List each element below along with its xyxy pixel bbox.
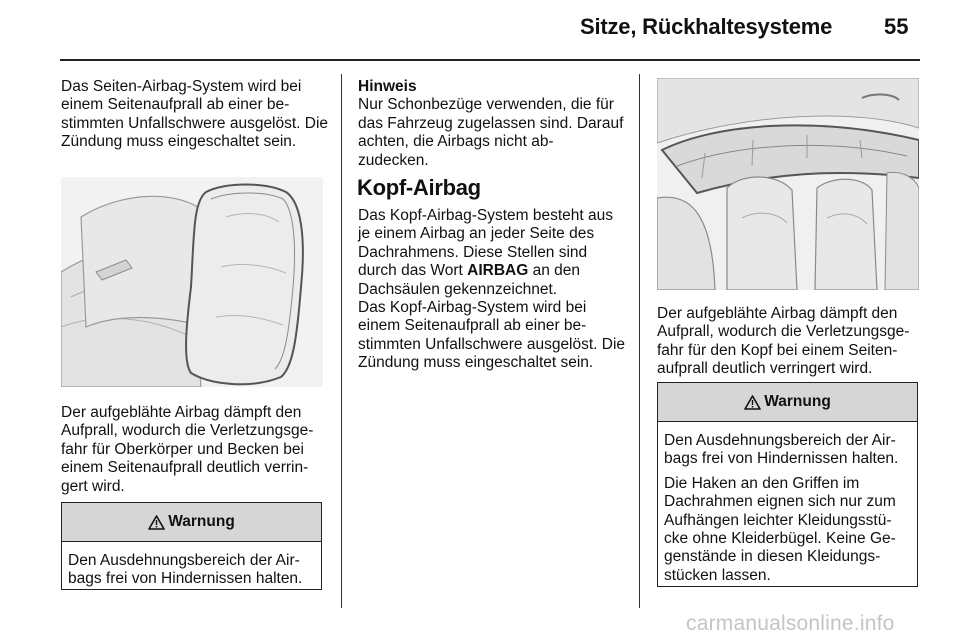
col1-caption-paragraph [61,404,336,496]
col1-warning-body [62,542,321,589]
column-divider-1 [341,74,342,608]
col1-warning-header [62,503,321,542]
col3-caption-text: Der aufgeblähte Airbag dämpft den Aufprall, wodurch die Verletzungsge- fahr für den Kopf bei einem Seiten- aufprall deutlich verringert wird. [657,305,910,378]
col2-paragraph-1 [358,207,628,299]
col3-warning-header [658,383,917,422]
col1-warning-text: Den Ausdehnungsbereich der Air- bags frei von Hindernissen halten. [68,552,303,588]
col3-caption-paragraph [657,305,932,379]
note-block [358,78,626,170]
airbag-label: AIRBAG [467,262,529,280]
watermark: carmanualsonline.info [686,612,895,635]
note-body: Nur Schonbezüge verwenden, die für das Fahrzeug zugelassen sind. Darauf achten, die Airbags nicht ab- zudecken. [358,96,624,169]
col3-warning-text-1: Den Ausdehnungsbereich der Air- bags frei von Hindernissen halten. [664,432,899,468]
note-title: Hinweis [358,78,417,95]
col3-warning-box [657,382,918,587]
col1-intro-paragraph [61,78,331,152]
col3-warning-body [658,422,917,585]
col1-intro-text: Das Seiten-Airbag-System wird bei einem Seitenaufprall ab einer be- stimmten Unfallschwere ausgelöst. Die Zündung muss eingeschaltet sein. [61,78,329,151]
col2-paragraph-2-text: Das Kopf-Airbag-System wird bei einem Seitenaufprall ab einer be- stimmten Unfallschwere ausgelöst. Die Zündung muss eingeschaltet sein. [358,299,626,372]
page-number: 55 [884,14,909,39]
head-airbag-illustration [657,78,919,290]
header-divider [60,59,920,61]
col1-warning-title: Warnung [168,513,235,530]
col2-p1-text-start: Das Kopf-Airbag-System besteht aus je einem Airbag an jeder Seite des Dachrahmens. Diese Stellen sind durch das Wort [358,207,614,280]
col2-paragraph-1-text [358,207,628,299]
col3-warning-title: Warnung [764,393,831,410]
header-title: Sitze, Rückhaltesysteme [580,14,833,39]
column-divider-2 [639,74,640,608]
side-airbag-illustration [61,177,323,387]
section-heading-kopf-airbag: Kopf-Airbag [357,175,481,200]
col3-warning-text-2: Die Haken an den Griffen im Dachrahmen eignen sich nur zum Aufhängen leichter Kleidungsstü- cke ohne Kleiderbügel. Keine Ge- genstände in diesen Kleidungs- stücken lassen. [664,474,896,584]
col1-warning-box [61,502,322,590]
col2-paragraph-2 [358,299,628,373]
col1-caption-text: Der aufgeblähte Airbag dämpft den Aufprall, wodurch die Verletzungsge- fahr für Oberkörper und Becken bei einem Seitenaufprall deutlich verrin- gert wird. [61,404,314,495]
warning-triangle-icon [148,515,165,530]
warning-triangle-icon [744,395,761,410]
col2-p1-text-end: an den Dachsäulen gekennzeichnet. [358,262,580,298]
